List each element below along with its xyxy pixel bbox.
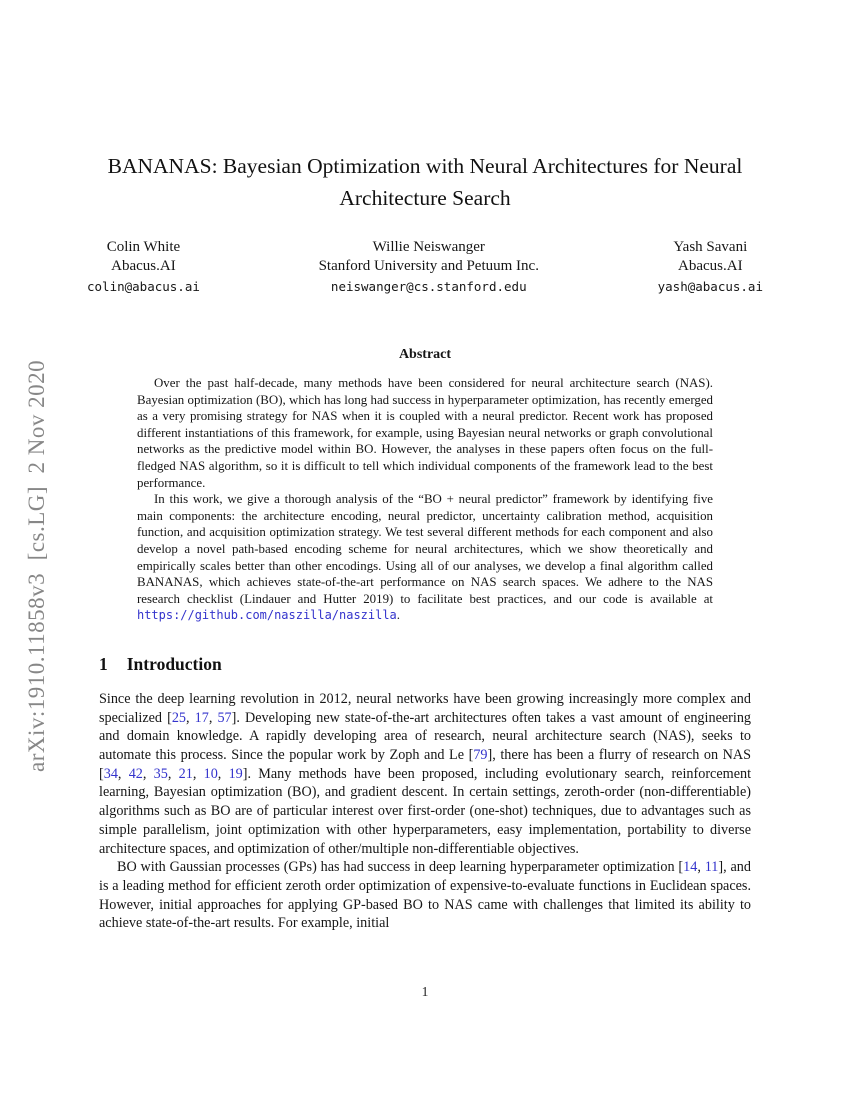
author-name: Colin White	[106, 239, 181, 255]
author-name: Yash Savani	[673, 239, 748, 255]
citation-link[interactable]: 21	[178, 765, 193, 782]
page-number: 1	[421, 984, 429, 999]
section-number: 1	[99, 653, 108, 674]
author-email: neiswanger@cs.stanford.edu	[330, 279, 527, 294]
author-block	[319, 237, 539, 297]
text-run: Over the past half-decade, many methods have been considered for neural architecture search (NAS). Bayesian optimization (BO), which has long had success in hyperparameter optimization, has recently emerged as a very promising strategy for NAS when it is coupled with a neural predictor. Recent work has proposed different instantiations of this framework, for example, using Bayesian neural networks or graph convolutional networks as the predictive model within BO. However, the analyses in these papers often focus on the full-fledged NAS algorithm, so it is difficult to tell which individual components of the framework lead to the best performance.	[137, 376, 713, 490]
text-run: ,	[192, 765, 204, 782]
url-link[interactable]: https://github.com/naszilla/naszilla	[137, 608, 397, 623]
author-email: colin@abacus.ai	[87, 279, 200, 294]
body-paragraph	[99, 690, 751, 858]
text-run: In this work, we give a thorough analysis of the “BO + neural predictor” framework by identifying five main components: the architecture encoding, neural predictor, uncertainty calibration method, acquisition function, and acquisition optimization strategy. We test several different methods for each component and also develop a novel path-based encoding scheme for neural architectures, which we show theoretically and empirically scales better than other encodings. Using all of our analyses, we develop a final algorithm called BANANAS, which achieves state-of-the-art performance on NAS search spaces. We adhere to the NAS research checklist (Lindauer and Hutter 2019) to facilitate best practices, and our code is available at	[137, 492, 713, 606]
abstract-heading: Abstract	[398, 347, 452, 362]
citation-link[interactable]: 35	[153, 765, 168, 782]
authors-row	[87, 237, 763, 297]
abstract-section	[137, 347, 713, 624]
text-run: ,	[217, 765, 229, 782]
citation-link[interactable]: 11	[704, 859, 719, 876]
text-run: ], there has been a flurry of research on NAS [	[99, 747, 752, 782]
author-name: Willie Neiswanger	[372, 239, 485, 255]
citation-link[interactable]: 19	[228, 765, 243, 782]
abstract-paragraph	[137, 375, 713, 491]
text-run: ,	[697, 859, 705, 876]
citation-link[interactable]: 10	[203, 765, 218, 782]
text-run: ]. Developing new state-of-the-art architectures often takes a vast amount of engineering and domain knowledge. A rapidly developing area of research, neural architecture search (NAS), seeks to automate this process. Since the popular work by Zoph and Le [	[99, 709, 752, 764]
text-run: ], and is a leading method for efficient zeroth order optimization of expensive-to-evaluate functions in Euclidean spaces. However, initial approaches for applying GP-based BO to NAS came with challenges that limited its ability to achieve state-of-the-art results. For example, initial	[99, 859, 751, 932]
text-run: ,	[117, 765, 129, 782]
author-affiliation: Abacus.AI	[111, 258, 176, 274]
citation-link[interactable]: 14	[683, 859, 698, 876]
section-heading	[99, 654, 751, 675]
text-run: ,	[186, 709, 195, 726]
text-run: .	[396, 608, 400, 623]
citation-link[interactable]: 34	[103, 765, 118, 782]
author-affiliation: Abacus.AI	[678, 258, 743, 274]
section-title: Introduction	[126, 653, 222, 674]
text-run: ,	[208, 709, 218, 726]
citation-link[interactable]: 79	[473, 747, 488, 764]
text-run: Since the deep learning revolution in 2012, neural networks have been growing increasingly more complex and specialized [	[99, 690, 751, 726]
citation-link[interactable]: 42	[128, 765, 143, 782]
author-block	[87, 237, 200, 297]
paper-title: BANANAS: Bayesian Optimization with Neural Architectures for Neural Architecture Search	[107, 154, 743, 210]
body-paragraph	[99, 858, 751, 933]
text-run: ,	[142, 765, 154, 782]
text-run: ,	[167, 765, 179, 782]
abstract-paragraph	[137, 491, 713, 624]
arxiv-stamp: arXiv:1910.11858v3 [cs.LG] 2 Nov 2020	[24, 359, 49, 772]
citation-link[interactable]: 17	[194, 709, 209, 726]
citation-link[interactable]: 25	[171, 709, 186, 726]
citation-link[interactable]: 57	[217, 709, 232, 726]
text-run: BO with Gaussian processes (GPs) has had success in deep learning hyperparameter optimization [	[117, 859, 684, 876]
author-block	[658, 237, 763, 297]
author-email: yash@abacus.ai	[657, 279, 763, 294]
author-affiliation: Stanford University and Petuum Inc.	[318, 258, 539, 274]
text-run: ]. Many methods have been proposed, including evolutionary search, reinforcement learning, Bayesian optimization (BO), and gradient descent. In certain settings, zeroth-order (non-differentiable) algorithms such as BO are of particular interest over first-order (one-shot) techniques, due to advantages such as simple parallelism, joint optimization with other hyperparameters, easy implementation, portability to diverse architecture spaces, and optimization of other/multiple non-differentiable objectives.	[99, 765, 752, 857]
section-body	[99, 690, 751, 933]
